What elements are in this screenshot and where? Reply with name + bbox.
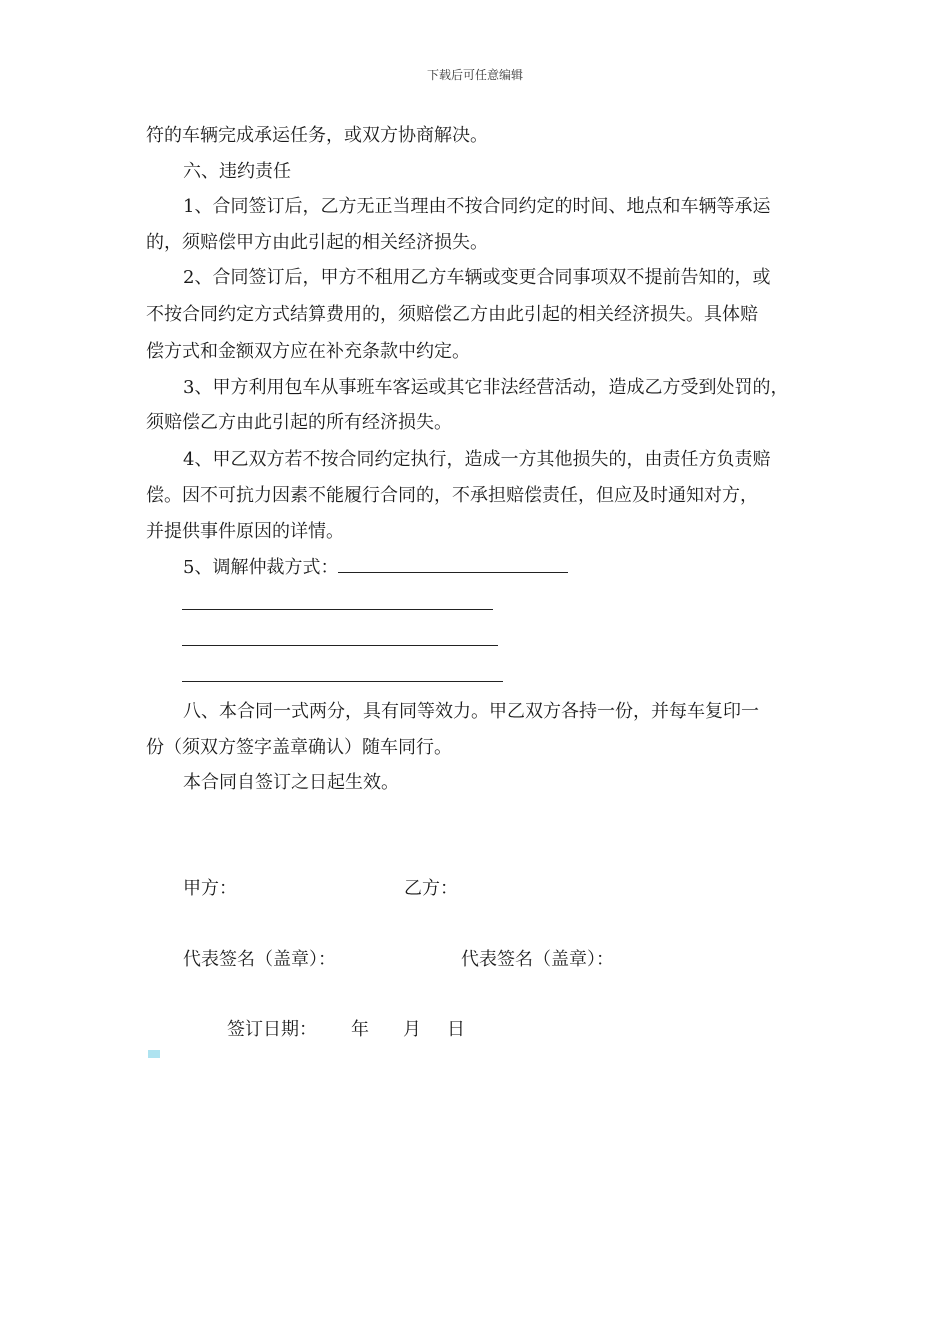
- clause-1-line-1: 1、合同签订后，乙方无正当理由不按合同约定的时间、地点和车辆等承运: [183, 196, 771, 217]
- representative-b-label: 代表签名（盖章）：: [461, 949, 614, 970]
- clause-4-line-1: 4、甲乙双方若不按合同约定执行，造成一方其他损失的，由责任方负责赔: [183, 449, 771, 470]
- clause-4-line-2: 偿。因不可抗力因素不能履行合同的，不承担赔偿责任，但应及时通知对方，: [146, 485, 758, 506]
- paragraph-line: 符的车辆完成承运任务，或双方协商解决。: [146, 125, 488, 146]
- clause-5-line: [183, 556, 568, 580]
- clause-2-line-3: 偿方式和金额双方应在补充条款中约定。: [146, 341, 470, 362]
- section-8-line-1: 八、本合同一式两分，具有同等效力。甲乙双方各持一份，并每车复印一: [183, 701, 759, 722]
- date-day: 日: [447, 1019, 465, 1040]
- arbitration-blank[interactable]: [338, 556, 568, 573]
- party-b-label: 乙方：: [404, 878, 458, 899]
- party-a-label: 甲方：: [183, 878, 237, 899]
- clause-2-line-1: 2、合同签订后，甲方不租用乙方车辆或变更合同事项双不提前告知的，或: [183, 267, 771, 288]
- clause-3-line-1: 3、甲方利用包车从事班车客运或其它非法经营活动，造成乙方受到处罚的，: [183, 377, 789, 398]
- representative-a-label: 代表签名（盖章）：: [183, 949, 336, 970]
- clause-1-line-2: 的，须赔偿甲方由此引起的相关经济损失。: [146, 232, 488, 253]
- section-heading-breach: 六、违约责任: [183, 161, 291, 182]
- cursor-marker: [148, 1050, 160, 1058]
- effective-clause: 本合同自签订之日起生效。: [183, 772, 399, 793]
- page-header-note: 下载后可任意编辑: [426, 68, 523, 82]
- date-year: 年: [351, 1019, 369, 1040]
- clause-3-line-2: 须赔偿乙方由此引起的所有经济损失。: [146, 412, 452, 433]
- fill-in-rule-3[interactable]: [182, 681, 503, 682]
- section-8-line-2: 份（须双方签字盖章确认）随车同行。: [146, 737, 452, 758]
- sign-date-label: 签订日期：: [227, 1019, 317, 1040]
- clause-2-line-2: 不按合同约定方式结算费用的，须赔偿乙方由此引起的相关经济损失。具体赔: [146, 304, 758, 325]
- clause-5-label: 5、调解仲裁方式：: [183, 557, 339, 578]
- fill-in-rule-1[interactable]: [182, 609, 493, 610]
- clause-4-line-3: 并提供事件原因的详情。: [146, 521, 344, 542]
- fill-in-rule-2[interactable]: [182, 645, 498, 646]
- date-month: 月: [403, 1019, 421, 1040]
